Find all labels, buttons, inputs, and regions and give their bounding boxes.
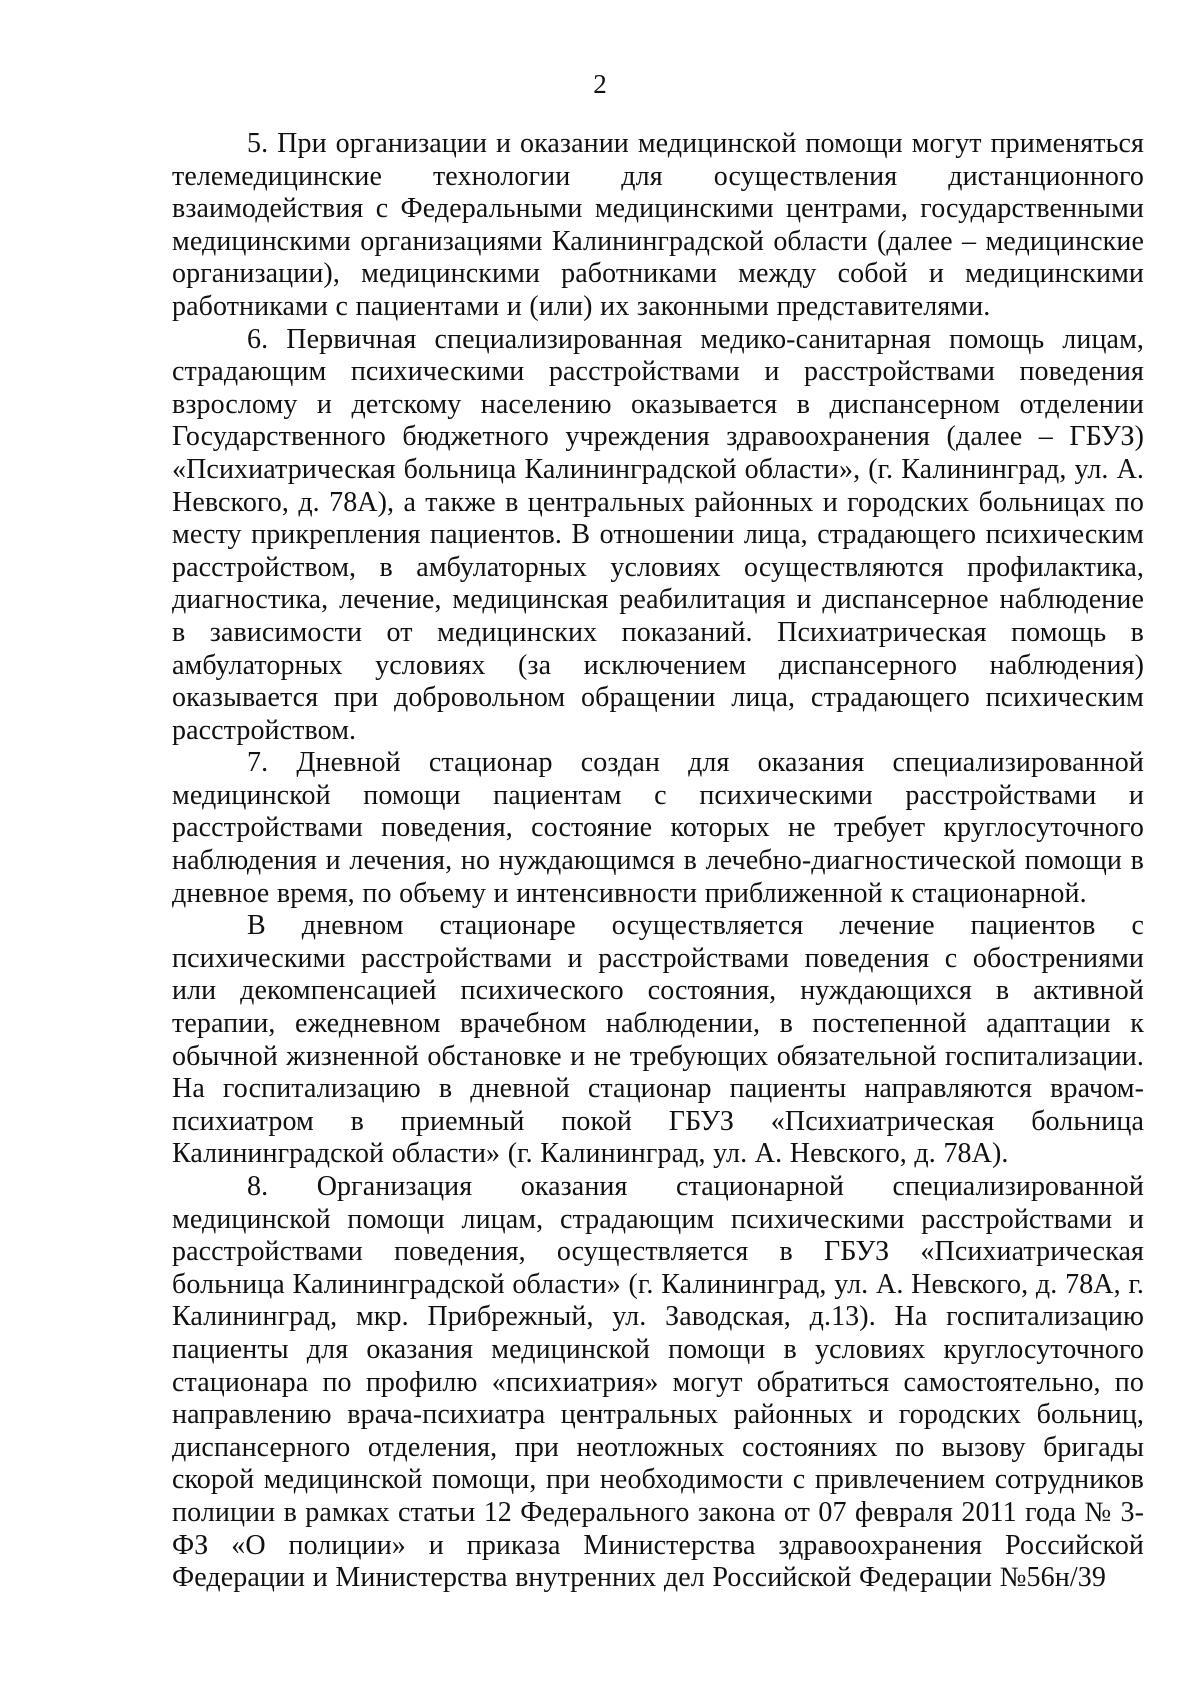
paragraph-7: 7. Дневной стационар создан для оказания специализированной медицинской помощи пациентам с психическими расстройствами и расстройствами поведения, состояние которых не требует круглосуточного наблюдения и лечения, но нуждающимся в лечебно-диагностической помощи в дневное время, по объему и интенсивности приближенной к стационарной.	[172, 747, 1144, 909]
paragraph-7-continued: В дневном стационаре осуществляется лечение пациентов с психическими расстройствами и расстройствами поведения с обострениями или декомпенсацией психического состояния, нуждающихся в активной терапии, ежедневном врачебном наблюдении, в постепенной адаптации к обычной жизненной обстановке и не требующих обязательной госпитализации. На госпитализацию в дневной стационар пациенты направляются врачом-психиатром в приемный покой ГБУЗ «Психиатрическая больница Калининградской области» (г. Калининград, ул. А. Невского, д. 78А).	[172, 910, 1144, 1170]
page-number: 2	[593, 69, 607, 99]
paragraph-8: 8. Организация оказания стационарной специализированной медицинской помощи лицам, страдающим психическими расстройствами и расстройствами поведения, осуществляется в ГБУЗ «Психиатрическая больница Калининградской области» (г. Калининград, ул. А. Невского, д. 78А, г. Калининград, мкр. Прибрежный, ул. Заводская, д.13). На госпитализацию пациенты для оказания медицинской помощи в условиях круглосуточного стационара по профилю «психиатрия» могут обратиться самостоятельно, по направлению врача-психиатра центральных районных и городских больниц, диспансерного отделения, при неотложных состояниях по вызову бригады скорой медицинской помощи, при необходимости с привлечением сотрудников полиции в рамках статьи 12 Федерального закона от 07 февраля 2011 года № 3-ФЗ «О полиции» и приказа Министерства здравоохранения Российской Федерации и Министерства внутренних дел Российской Федерации №56н/39	[172, 1171, 1144, 1594]
paragraph-6: 6. Первичная специализированная медико-санитарная помощь лицам, страдающим психическими расстройствами и расстройствами поведения взрослому и детскому населению оказывается в диспансерном отделении Государственного бюджетного учреждения здравоохранения (далее – ГБУЗ) «Психиатрическая больница Калининградской области», (г. Калининград, ул. А. Невского, д. 78А), а также в центральных районных и городских больницах по месту прикрепления пациентов. В отношении лица, страдающего психическим расстройством, в амбулаторных условиях осуществляются профилактика, диагностика, лечение, медицинская реабилитация и диспансерное наблюдение в зависимости от медицинских показаний. Психиатрическая помощь в амбулаторных условиях (за исключением диспансерного наблюдения) оказывается при добровольном обращении лица, страдающего психическим расстройством.	[172, 323, 1144, 746]
document-body	[172, 128, 1144, 1595]
paragraph-5: 5. При организации и оказании медицинской помощи могут применяться телемедицинские технологии для осуществления дистанционного взаимодействия с Федеральными медицинскими центрами, государственными медицинскими организациями Калининградской области (далее – медицинские организации), медицинскими работниками между собой и медицинскими работниками с пациентами и (или) их законными представителями.	[172, 128, 1144, 322]
